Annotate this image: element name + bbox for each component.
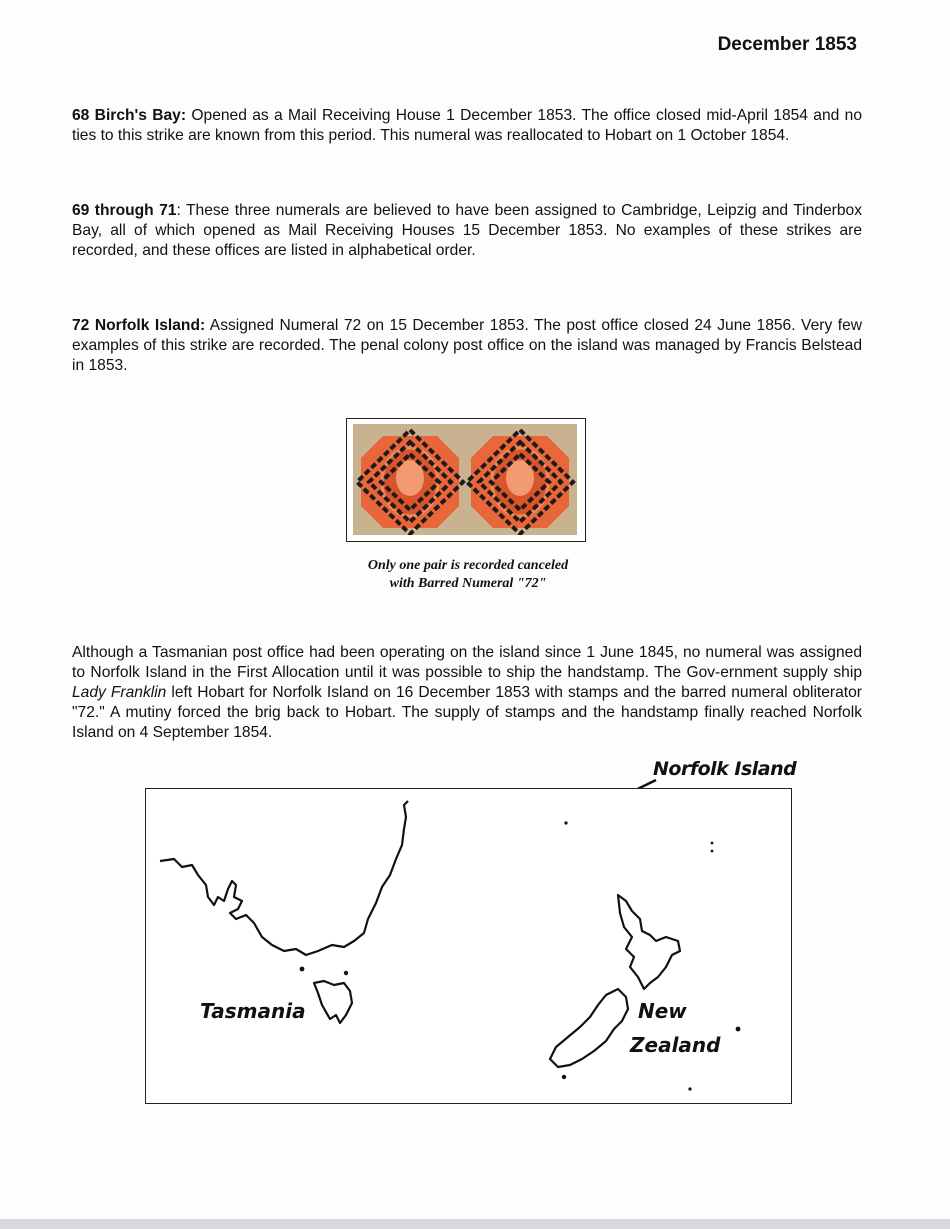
norfolk-island-label: Norfolk Island xyxy=(653,758,797,780)
island-dot xyxy=(300,967,305,972)
nz-south-island xyxy=(550,989,628,1067)
narrative-part-2: left Hobart for Norfolk Island on 16 December 1853 with stamps and the barred numeral obliterator "72." A mutiny forced the brig back to Hobart. The supply of stamps and the handstamp finally reached Norfolk Island on 4 September 1854. xyxy=(72,684,862,741)
entry-text: Assigned Numeral 72 on 15 December 1853. The post office closed 24 June 1856. Very few examples of this strike are recorded. The penal colony post office on the island was managed by Francis Belstead in 1853. xyxy=(72,317,862,374)
stamp-paper xyxy=(353,424,577,535)
norfolk-island-dot xyxy=(564,821,567,824)
stamp-pair-drawing xyxy=(353,424,577,535)
new-zealand-label-zealand: Zealand xyxy=(630,1033,721,1057)
entry-69-71 xyxy=(72,201,862,261)
stamp-left xyxy=(361,436,459,528)
stamp-pair-image xyxy=(346,418,586,542)
map-frame xyxy=(145,788,792,1104)
stamp-caption xyxy=(300,557,636,593)
tasmania-outline xyxy=(314,981,352,1023)
island-dot xyxy=(711,842,714,845)
island-dot xyxy=(562,1075,566,1079)
narrative-paragraph xyxy=(72,643,862,743)
entry-heading: 72 Norfolk Island: xyxy=(72,317,206,334)
page-title: December 1853 xyxy=(717,34,857,55)
island-dot xyxy=(688,1087,691,1090)
nz-north-island xyxy=(618,895,680,989)
island-dot xyxy=(344,971,348,975)
new-zealand-label-new: New xyxy=(638,999,687,1023)
caption-line-2: with Barred Numeral "72" xyxy=(389,576,547,591)
stamp-right xyxy=(471,436,569,528)
entry-text: : These three numerals are believed to have been assigned to Cambridge, Leipzig and Tinderbox Bay, all of which opened as Mail Receiving Houses 15 December 1853. No examples of these strikes are recorded, and these offices are listed in alphabetical order. xyxy=(72,202,862,259)
entry-norfolk-island xyxy=(72,316,862,376)
island-dot xyxy=(711,850,714,853)
caption-line-1: Only one pair is recorded canceled xyxy=(367,558,569,573)
page-bottom-edge xyxy=(0,1219,950,1229)
map-drawing xyxy=(146,789,793,1105)
tasmania-label: Tasmania xyxy=(200,999,306,1023)
australia-coastline xyxy=(160,801,408,955)
narrative-part-1: Although a Tasmanian post office had been operating on the island since 1 June 1845, no numeral was assigned to Norfolk Island in the First Allocation until it was possible to ship the handstamp. The Gov-ernment supply ship xyxy=(72,644,862,681)
entry-birchs-bay xyxy=(72,106,862,146)
ship-name: Lady Franklin xyxy=(72,684,167,701)
entry-heading: 68 Birch's Bay: xyxy=(72,107,187,124)
island-dot xyxy=(736,1027,741,1032)
entry-text: Opened as a Mail Receiving House 1 December 1853. The office closed mid-April 1854 and no ties to this strike are known from this period. This numeral was reallocated to Hobart on 1 October 1854. xyxy=(72,107,862,144)
entry-heading: 69 through 71 xyxy=(72,202,177,219)
